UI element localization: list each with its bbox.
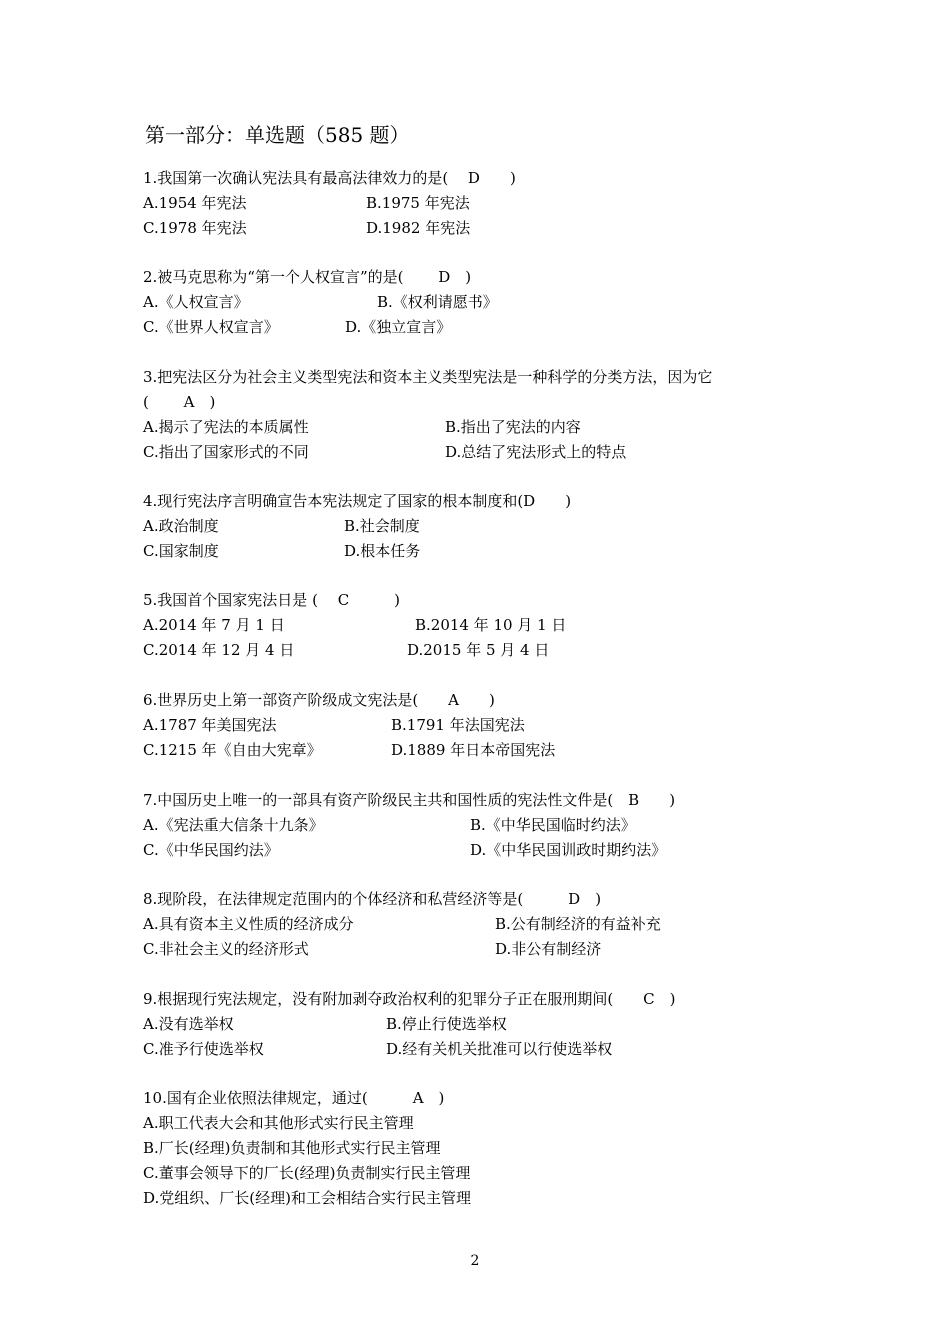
option-c: C.《世界人权宣言》 [143,318,279,336]
option-d: D.《中华民国训政时期约法》 [470,841,667,859]
section-title: 第一部分：单选题（585 题） [145,123,410,147]
option-c: C.董事会领导下的厂长(经理)负责制实行民主管理 [143,1164,471,1182]
question-stem: 10.国有企业依照法律规定，通过( A ) [143,1089,445,1107]
option-a: A.2014 年 7 月 1 日 [143,616,285,634]
option-c: C.1978 年宪法 [143,219,247,237]
option-c: C.非社会主义的经济形式 [143,940,309,958]
question-7 [143,788,823,863]
option-b: B.指出了宪法的内容 [445,418,581,436]
option-c: C.国家制度 [143,542,219,560]
option-a: A.职工代表大会和其他形式实行民主管理 [143,1114,414,1132]
option-b: B.《中华民国临时约法》 [470,816,636,834]
option-d: D.总结了宪法形式上的特点 [445,443,627,461]
answer-parentheses: ( A ) [143,393,216,411]
option-b: B.停止行使选举权 [386,1015,507,1033]
question-5 [143,588,823,663]
option-a: A.具有资本主义性质的经济成分 [143,915,354,933]
page-number: 2 [470,1253,480,1269]
option-a: A.《宪法重大信条十九条》 [143,816,324,834]
question-stem: 1.我国第一次确认宪法具有最高法律效力的是( D ) [143,169,516,187]
option-c: C.2014 年 12 月 4 日 [143,641,295,659]
question-stem: 5.我国首个国家宪法日是 ( C ) [143,591,401,609]
question-1 [143,166,823,241]
option-d: D.经有关机关批准可以行使选举权 [386,1040,613,1058]
question-3 [143,365,823,465]
option-a: A.揭示了宪法的本质属性 [143,418,309,436]
question-stem: 4.现行宪法序言明确宣告本宪法规定了国家的根本制度和(D ) [143,492,572,510]
option-d: D.1982 年宪法 [366,219,471,237]
option-b: B.公有制经济的有益补充 [495,915,661,933]
option-d: D.非公有制经济 [495,940,602,958]
option-d: D.根本任务 [344,542,421,560]
question-stem: 2.被马克思称为“第一个人权宣言”的是( D ) [143,268,472,286]
option-c: C.1215 年《自由大宪章》 [143,741,322,759]
option-d: D.《独立宣言》 [345,318,452,336]
option-b: B.厂长(经理)负责制和其他形式实行民主管理 [143,1139,441,1157]
question-stem: 9.根据现行宪法规定，没有附加剥夺政治权利的犯罪分子正在服刑期间( C ) [143,990,676,1008]
option-d: D.党组织、厂长(经理)和工会相结合实行民主管理 [143,1189,471,1207]
question-6 [143,688,823,763]
question-stem: 6.世界历史上第一部资产阶级成文宪法是( A ) [143,691,495,709]
option-a: A.1787 年美国宪法 [143,716,277,734]
question-4 [143,489,823,564]
option-a: A.没有选举权 [143,1015,234,1033]
option-b: B.1975 年宪法 [366,194,470,212]
question-9 [143,987,823,1062]
option-d: D.2015 年 5 月 4 日 [407,641,550,659]
option-c: C.《中华民国约法》 [143,841,279,859]
option-d: D.1889 年日本帝国宪法 [391,741,556,759]
option-c: C.准予行使选举权 [143,1040,264,1058]
question-stem: 8.现阶段，在法律规定范围内的个体经济和私营经济等是( D ) [143,890,602,908]
option-a: A.政治制度 [143,517,219,535]
question-2 [143,265,823,340]
option-a: A.《人权宣言》 [143,293,249,311]
option-b: B.社会制度 [344,517,420,535]
question-stem: 3.把宪法区分为社会主义类型宪法和资本主义类型宪法是一种科学的分类方法，因为它 [143,368,713,386]
option-a: A.1954 年宪法 [143,194,247,212]
question-8 [143,887,823,962]
option-c: C.指出了国家形式的不同 [143,443,309,461]
option-b: B.1791 年法国宪法 [391,716,525,734]
option-b: B.《权利请愿书》 [377,293,498,311]
option-b: B.2014 年 10 月 1 日 [415,616,567,634]
question-stem: 7.中国历史上唯一的一部具有资产阶级民主共和国性质的宪法性文件是( B ) [143,791,676,809]
question-10 [143,1086,823,1211]
